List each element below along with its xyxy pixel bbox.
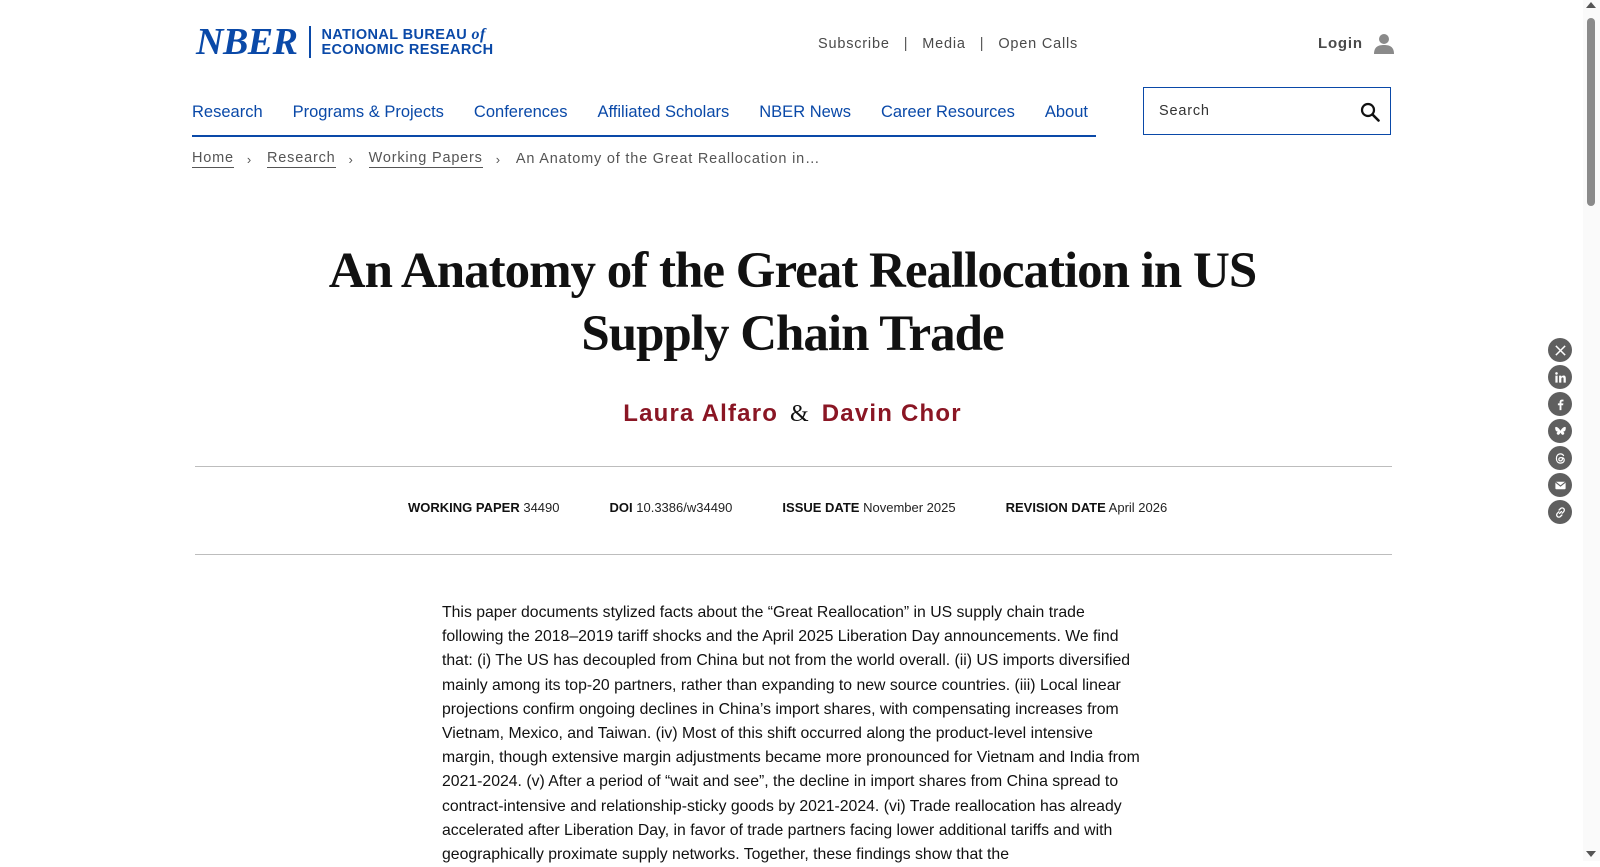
- share-linkedin-button[interactable]: [1548, 365, 1572, 389]
- author-link-davin-chor[interactable]: Davin Chor: [821, 400, 962, 427]
- nav-underline: [192, 135, 1096, 137]
- copy-link-icon: [1554, 506, 1567, 519]
- facebook-icon: [1554, 398, 1567, 411]
- nav-research[interactable]: Research: [192, 103, 263, 121]
- paper-metadata: [408, 500, 1217, 515]
- author-list: [250, 400, 1335, 428]
- share-email-button[interactable]: [1548, 473, 1572, 497]
- share-threads-button[interactable]: [1548, 446, 1572, 470]
- breadcrumb-home[interactable]: Home: [192, 150, 234, 166]
- scroll-down-arrow-icon[interactable]: [1586, 851, 1596, 857]
- breadcrumb-separator: ›: [495, 151, 501, 167]
- abstract-text: This paper documents stylized facts about the “Great Reallocation” in US supply chain trade following the 2018–2019 tariff shocks and the April 2025 Liberation Day announcements. We find that: (i) The US has decoupled from China but not from the world overall. (ii) US imports diversified mainly among its top-20 partners, rather than expanding to new source countries. (iii) Local linear projections confirm ongoing declines in China’s import shares, with compensating increases from Vietnam, Mexico, and Taiwan. (iv) Most of this shift occurred along the product-level intensive margin, though extensive margin adjustments became more pronounced for Vietnam and India from 2021-2024. (v) After a period of “wait and see”, the decline in import shares from China spread to contract-intensive and relationship-sticky goods by 2021-2024. (vi) Trade reallocation has already accelerated after Liberation Day, in favor of trade partners facing lower additional tariffs and with geographically proximate supply networks. Together, these findings show that the: [442, 604, 1140, 864]
- author-joiner: &: [789, 401, 810, 427]
- threads-icon: [1554, 452, 1567, 465]
- meta-revision-date: REVISION DATE April 2026: [1005, 500, 1168, 515]
- breadcrumb-research[interactable]: Research: [267, 150, 336, 166]
- subscribe-link[interactable]: Subscribe: [818, 36, 890, 52]
- login-label: Login: [1318, 34, 1363, 52]
- page-scrollbar[interactable]: [1583, 0, 1600, 861]
- page-title-line2: Supply Chain Trade: [581, 306, 1004, 362]
- meta-issue-date: ISSUE DATE November 2025: [782, 500, 956, 515]
- main-nav: [192, 103, 1096, 122]
- share-x-button[interactable]: [1548, 338, 1572, 362]
- user-icon: [1373, 32, 1395, 54]
- share-copy-link-button[interactable]: [1548, 500, 1572, 524]
- author-link-laura-alfaro[interactable]: Laura Alfaro: [623, 400, 779, 427]
- meta-top-divider: [195, 466, 1392, 467]
- logo-line2: ECONOMIC RESEARCH: [321, 41, 494, 58]
- scrollbar-thumb[interactable]: [1587, 18, 1595, 206]
- share-bluesky-button[interactable]: [1548, 419, 1572, 443]
- bluesky-icon: [1554, 425, 1567, 438]
- nav-about[interactable]: About: [1044, 103, 1088, 121]
- breadcrumb-separator: ›: [246, 151, 253, 167]
- search-icon[interactable]: [1360, 102, 1380, 122]
- breadcrumb-working-papers[interactable]: Working Papers: [368, 150, 483, 166]
- nav-programs-projects[interactable]: Programs & Projects: [292, 103, 444, 121]
- email-icon: [1554, 479, 1567, 492]
- logo-divider: [309, 26, 311, 58]
- meta-value: 34490: [523, 500, 560, 515]
- logo-line1: NATIONAL BUREAU of: [321, 25, 486, 43]
- scroll-up-arrow-icon[interactable]: [1586, 2, 1596, 8]
- search-box: [1143, 87, 1391, 135]
- linkedin-icon: [1554, 371, 1567, 384]
- search-input[interactable]: [1144, 88, 1349, 133]
- meta-bottom-divider: [195, 554, 1392, 555]
- share-rail: [1548, 338, 1572, 527]
- utility-nav: [818, 36, 1078, 52]
- meta-value: November 2025: [863, 500, 956, 515]
- breadcrumb-current: An Anatomy of the Great Reallocation in…: [515, 151, 821, 167]
- breadcrumb-separator: ›: [348, 151, 354, 167]
- media-link[interactable]: Media: [922, 36, 966, 52]
- nber-logo[interactable]: [196, 21, 494, 63]
- x-icon: [1554, 344, 1567, 357]
- nav-conferences[interactable]: Conferences: [473, 103, 568, 121]
- meta-value: 10.3386/w34490: [636, 500, 733, 515]
- share-facebook-button[interactable]: [1548, 392, 1572, 416]
- meta-value: April 2026: [1108, 500, 1168, 515]
- meta-doi: DOI 10.3386/w34490: [609, 500, 733, 515]
- utility-separator: |: [903, 36, 909, 52]
- breadcrumb: [192, 150, 820, 168]
- page-title-line1: An Anatomy of the Great Reallocation in US: [328, 243, 1257, 299]
- page-title: [250, 240, 1335, 366]
- nav-nber-news[interactable]: NBER News: [759, 103, 851, 121]
- logo-wordmark: [321, 27, 493, 58]
- nav-career-resources[interactable]: Career Resources: [880, 103, 1015, 121]
- logo-mark: NBER: [196, 21, 298, 63]
- open-calls-link[interactable]: Open Calls: [998, 36, 1079, 52]
- nav-affiliated-scholars[interactable]: Affiliated Scholars: [597, 103, 730, 121]
- utility-separator: |: [979, 36, 985, 52]
- meta-working-paper: WORKING PAPER 34490: [408, 500, 560, 515]
- login-button[interactable]: [1318, 32, 1395, 54]
